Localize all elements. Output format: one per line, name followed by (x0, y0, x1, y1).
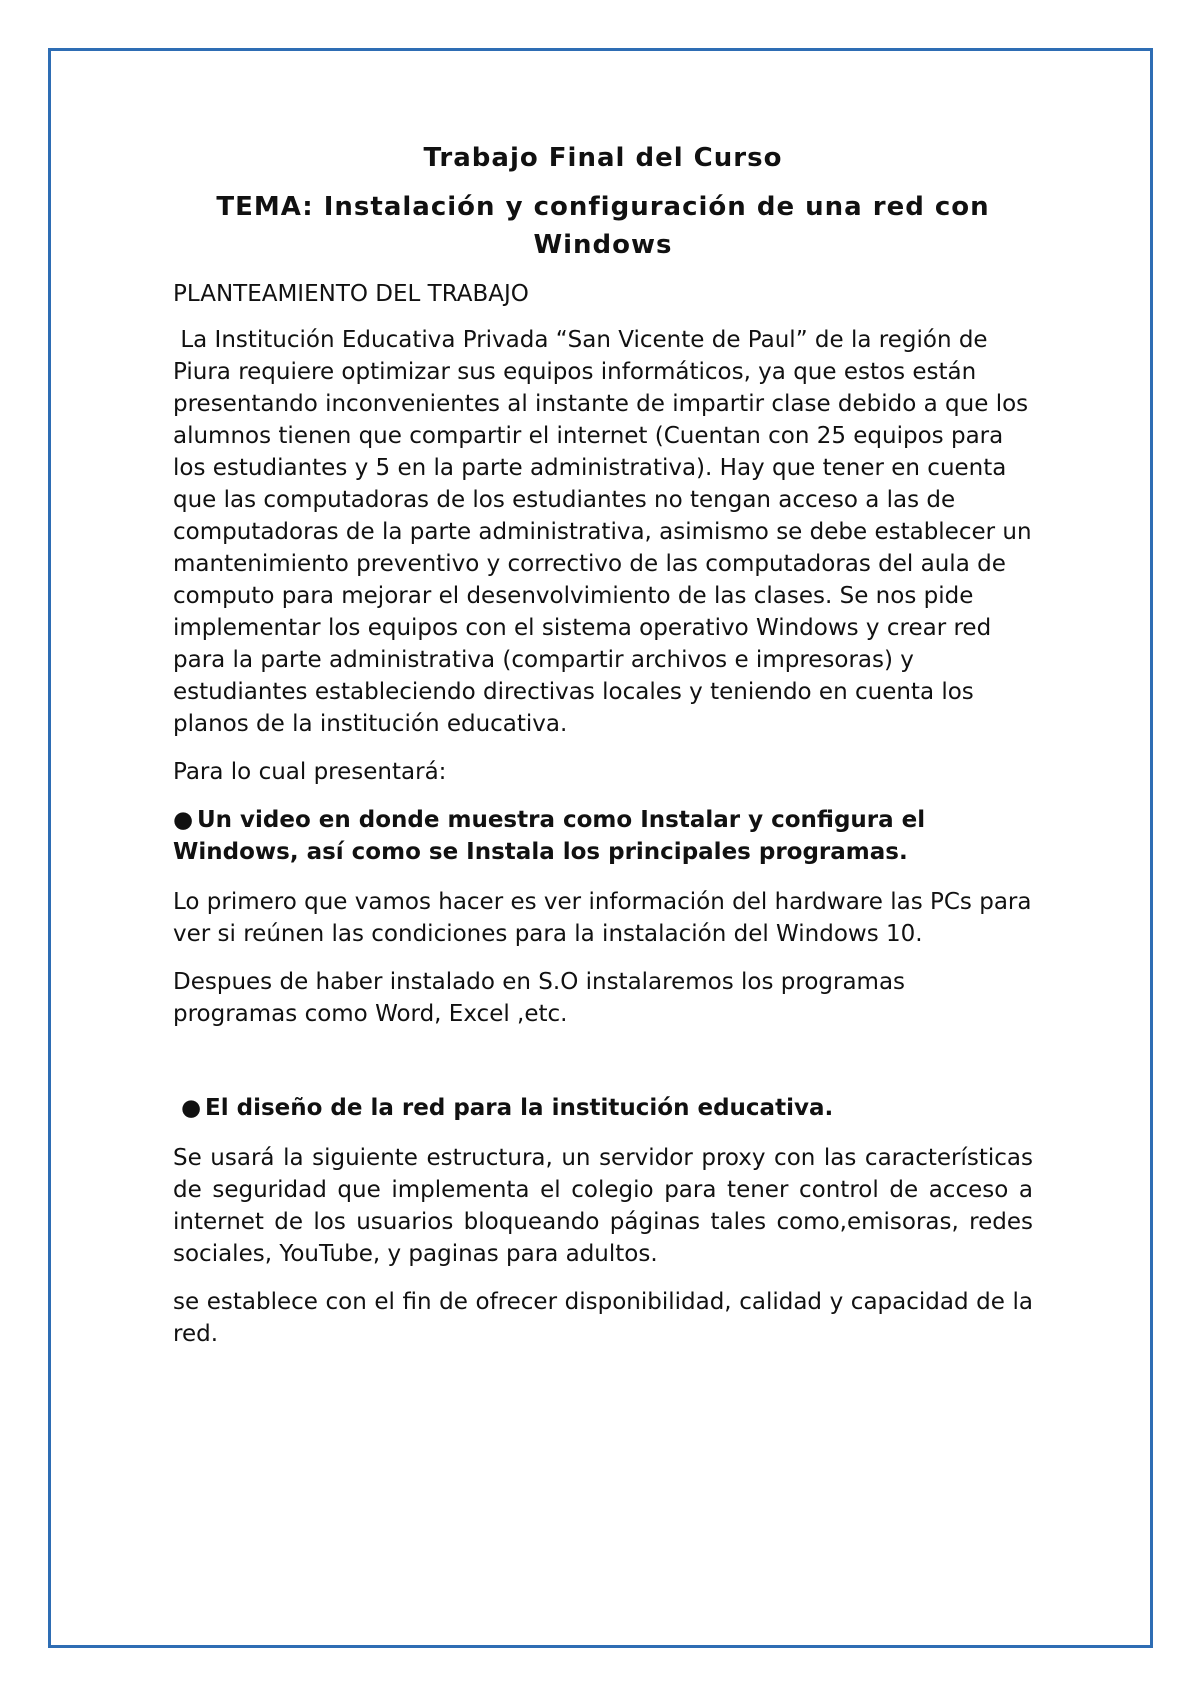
spacer (173, 1046, 1033, 1092)
document-body (173, 140, 1033, 1366)
paragraph-purpose: se establece con el fin de ofrecer disponibilidad, calidad y capacidad de la red. (173, 1289, 1033, 1347)
intro-paragraph: La Institución Educativa Privada “San Vicente de Paul” de la región de Piura requiere optimizar sus equipos informáticos, ya que estos están presentando inconvenientes al instante de impartir clase debido a que los alumnos tienen que compartir el internet (Cuentan con 25 equipos para los estudiantes y 5 en la parte administrativa). Hay que tener en cuenta que las computadoras de los estudiantes no tengan acceso a las de computadoras de la parte administrativa, asimismo se debe establecer un mantenimiento preventivo y correctivo de las computadoras del aula de computo para mejorar el desenvolvimiento de las clases. Se nos pide implementar los equipos con el sistema operativo Windows y crear red para la parte administrativa (compartir archivos e impresoras) y estudiantes estableciendo directivas locales y teniendo en cuenta los planos de la institución educativa. (173, 327, 1032, 737)
bullet-text: Un video en donde muestra como Instalar y configura el Windows, así como se Instala los principales programas. (173, 807, 926, 865)
bullet-text: El diseño de la red para la institución educativa. (205, 1095, 834, 1121)
paragraph-programs: Despues de haber instalado en S.O instalaremos los programas programas como Word, Excel ,etc. (173, 969, 906, 1027)
bullet-item-network (173, 1092, 1033, 1124)
bullet-icon: ● (181, 1095, 202, 1121)
paragraph-hardware: Lo primero que vamos hacer es ver información del hardware las PCs para ver si reúnen las condiciones para la instalación del Windows 10. (173, 889, 1032, 947)
paragraph-structure: Se usará la siguiente estructura, un servidor proxy con las características de seguridad que implementa el colegio para tener control de acceso a internet de los usuarios bloqueando páginas tales como,emisoras, redes sociales, YouTube, y paginas para adultos. (173, 1145, 1033, 1267)
bullet-icon: ● (173, 807, 194, 833)
bullet-item-video (173, 804, 1033, 868)
document-subtitle: TEMA: Instalación y configuración de una red con Windows (216, 192, 990, 260)
presentara-line: Para lo cual presentará: (173, 759, 447, 785)
section-heading: PLANTEAMIENTO DEL TRABAJO (173, 281, 529, 307)
document-title: Trabajo Final del Curso (423, 143, 783, 173)
